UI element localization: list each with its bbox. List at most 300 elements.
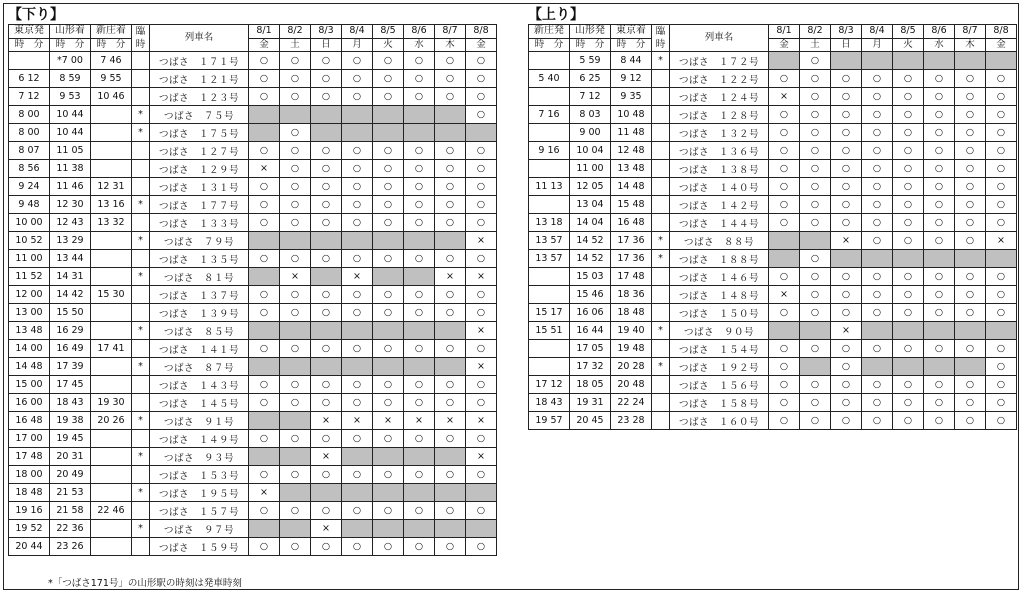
time-down-c2: 11 38 (50, 160, 91, 178)
not-running-cell (862, 52, 893, 70)
train-name: つばさ １５４号 (670, 340, 769, 358)
circle-icon: ○ (862, 412, 893, 430)
up-header-date: 8/6 (924, 25, 955, 39)
cross-icon: × (831, 322, 862, 340)
cross-icon: × (342, 268, 373, 286)
circle-icon: ○ (466, 88, 497, 106)
rinji-mark: * (132, 268, 150, 286)
circle-icon: ○ (435, 160, 466, 178)
circle-icon: ○ (280, 286, 311, 304)
time-down-c3 (91, 484, 132, 502)
not-running-cell (924, 250, 955, 268)
down-header-c2: 山形着 (50, 25, 91, 39)
circle-icon: ○ (831, 304, 862, 322)
circle-icon: ○ (404, 52, 435, 70)
circle-icon: ○ (280, 214, 311, 232)
circle-icon: ○ (435, 430, 466, 448)
circle-icon: ○ (924, 340, 955, 358)
circle-icon: ○ (986, 394, 1017, 412)
circle-icon: ○ (862, 376, 893, 394)
down-header-c3: 新庄着 (91, 25, 132, 39)
table-row (9, 358, 497, 376)
not-running-cell (280, 322, 311, 340)
table-row (9, 250, 497, 268)
circle-icon: ○ (435, 340, 466, 358)
time-down-c1: 6 12 (9, 70, 50, 88)
circle-icon: ○ (435, 394, 466, 412)
rinji-mark (132, 160, 150, 178)
table-row (9, 340, 497, 358)
time-up-c2: 15 03 (570, 268, 611, 286)
time-down-c3 (91, 160, 132, 178)
not-running-cell (342, 124, 373, 142)
down-header-day: 月 (342, 38, 373, 52)
cross-icon: × (435, 412, 466, 430)
time-up-c2: 17 32 (570, 358, 611, 376)
not-running-cell (249, 448, 280, 466)
up-header-c3: 東京着 (611, 25, 652, 39)
rinji-mark (652, 142, 670, 160)
time-down-c1: 10 52 (9, 232, 50, 250)
circle-icon: ○ (249, 502, 280, 520)
table-row (529, 142, 1017, 160)
circle-icon: ○ (986, 304, 1017, 322)
time-down-c3: 15 30 (91, 286, 132, 304)
time-down-c1: 7 12 (9, 88, 50, 106)
circle-icon: ○ (924, 142, 955, 160)
time-up-c3: 17 36 (611, 250, 652, 268)
circle-icon: ○ (342, 160, 373, 178)
not-running-cell (311, 484, 342, 502)
up-header-day: 土 (800, 38, 831, 52)
not-running-cell (249, 268, 280, 286)
not-running-cell (924, 322, 955, 340)
circle-icon: ○ (800, 160, 831, 178)
down-header-day: 土 (280, 38, 311, 52)
circle-icon: ○ (862, 340, 893, 358)
rinji-mark (652, 214, 670, 232)
time-down-c3 (91, 520, 132, 538)
cross-icon: × (280, 268, 311, 286)
cross-icon: × (769, 286, 800, 304)
time-down-c2: 12 30 (50, 196, 91, 214)
table-row (529, 322, 1017, 340)
rinji-mark (132, 538, 150, 556)
not-running-cell (342, 484, 373, 502)
circle-icon: ○ (466, 466, 497, 484)
cross-icon: × (466, 358, 497, 376)
circle-icon: ○ (893, 160, 924, 178)
up-header-date: 8/5 (893, 25, 924, 39)
circle-icon: ○ (280, 142, 311, 160)
time-down-c2: 17 39 (50, 358, 91, 376)
circle-icon: ○ (955, 160, 986, 178)
circle-icon: ○ (249, 142, 280, 160)
time-down-c1: 11 52 (9, 268, 50, 286)
time-down-c3: 19 30 (91, 394, 132, 412)
time-down-c2: 13 44 (50, 250, 91, 268)
rinji-mark (132, 394, 150, 412)
circle-icon: ○ (986, 358, 1017, 376)
train-name: つばさ １４６号 (670, 268, 769, 286)
cross-icon: × (466, 268, 497, 286)
table-row (9, 394, 497, 412)
circle-icon: ○ (311, 88, 342, 106)
time-down-c1: 8 00 (9, 106, 50, 124)
circle-icon: ○ (924, 268, 955, 286)
circle-icon: ○ (924, 70, 955, 88)
not-running-cell (311, 124, 342, 142)
circle-icon: ○ (342, 286, 373, 304)
down-header-day: 金 (466, 38, 497, 52)
circle-icon: ○ (249, 52, 280, 70)
circle-icon: ○ (800, 70, 831, 88)
circle-icon: ○ (280, 52, 311, 70)
train-name: つばさ １４５号 (150, 394, 249, 412)
time-up-c1: 9 16 (529, 142, 570, 160)
circle-icon: ○ (986, 106, 1017, 124)
table-row (529, 250, 1017, 268)
not-running-cell (249, 322, 280, 340)
time-up-c2: 5 59 (570, 52, 611, 70)
time-down-c1: 11 00 (9, 250, 50, 268)
time-up-c1: 11 13 (529, 178, 570, 196)
circle-icon: ○ (893, 124, 924, 142)
circle-icon: ○ (280, 88, 311, 106)
train-name: つばさ ８５号 (150, 322, 249, 340)
down-timetable (8, 24, 497, 556)
circle-icon: ○ (311, 214, 342, 232)
circle-icon: ○ (373, 340, 404, 358)
time-down-c2: 8 59 (50, 70, 91, 88)
train-name: つばさ ７９号 (150, 232, 249, 250)
cross-icon: × (435, 268, 466, 286)
circle-icon: ○ (435, 70, 466, 88)
circle-icon: ○ (800, 52, 831, 70)
time-down-c2: 22 36 (50, 520, 91, 538)
circle-icon: ○ (466, 304, 497, 322)
time-up-c3: 20 48 (611, 376, 652, 394)
not-running-cell (800, 232, 831, 250)
train-name: つばさ １３１号 (150, 178, 249, 196)
circle-icon: ○ (769, 196, 800, 214)
rinji-mark (132, 304, 150, 322)
circle-icon: ○ (831, 142, 862, 160)
circle-icon: ○ (955, 304, 986, 322)
circle-icon: ○ (769, 358, 800, 376)
train-name: つばさ １７５号 (150, 124, 249, 142)
circle-icon: ○ (924, 376, 955, 394)
circle-icon: ○ (924, 124, 955, 142)
circle-icon: ○ (862, 124, 893, 142)
circle-icon: ○ (373, 538, 404, 556)
circle-icon: ○ (955, 286, 986, 304)
circle-icon: ○ (986, 214, 1017, 232)
circle-icon: ○ (280, 466, 311, 484)
time-up-c3: 15 48 (611, 196, 652, 214)
train-name: つばさ １３６号 (670, 142, 769, 160)
circle-icon: ○ (986, 268, 1017, 286)
circle-icon: ○ (466, 538, 497, 556)
circle-icon: ○ (986, 88, 1017, 106)
train-name: つばさ １５８号 (670, 394, 769, 412)
circle-icon: ○ (893, 340, 924, 358)
circle-icon: ○ (800, 88, 831, 106)
up-header-day: 日 (831, 38, 862, 52)
not-running-cell (955, 52, 986, 70)
train-name: つばさ １３３号 (150, 214, 249, 232)
circle-icon: ○ (466, 70, 497, 88)
cross-icon: × (466, 448, 497, 466)
circle-icon: ○ (893, 70, 924, 88)
down-header-rinji: 臨 時 (132, 25, 150, 52)
circle-icon: ○ (769, 70, 800, 88)
rinji-mark: * (132, 106, 150, 124)
circle-icon: ○ (342, 394, 373, 412)
not-running-cell (249, 232, 280, 250)
time-down-c1: 12 00 (9, 286, 50, 304)
circle-icon: ○ (249, 304, 280, 322)
rinji-mark (652, 286, 670, 304)
time-down-c3 (91, 304, 132, 322)
train-name: つばさ １２３号 (150, 88, 249, 106)
time-down-c3 (91, 232, 132, 250)
circle-icon: ○ (893, 286, 924, 304)
circle-icon: ○ (435, 250, 466, 268)
cross-icon: × (466, 232, 497, 250)
time-down-c2: 12 43 (50, 214, 91, 232)
table-row (9, 52, 497, 70)
time-up-c2: 7 12 (570, 88, 611, 106)
time-down-c3: 7 46 (91, 52, 132, 70)
cross-icon: × (986, 232, 1017, 250)
circle-icon: ○ (769, 376, 800, 394)
train-name: つばさ １５０号 (670, 304, 769, 322)
time-up-c2: 14 52 (570, 250, 611, 268)
rinji-mark (132, 214, 150, 232)
time-down-c3 (91, 124, 132, 142)
time-down-c3 (91, 268, 132, 286)
circle-icon: ○ (311, 52, 342, 70)
cross-icon: × (342, 412, 373, 430)
circle-icon: ○ (404, 394, 435, 412)
circle-icon: ○ (466, 502, 497, 520)
circle-icon: ○ (435, 178, 466, 196)
circle-icon: ○ (404, 70, 435, 88)
train-name: つばさ １４１号 (150, 340, 249, 358)
circle-icon: ○ (280, 304, 311, 322)
table-row (9, 412, 497, 430)
circle-icon: ○ (373, 304, 404, 322)
table-row (9, 70, 497, 88)
train-name: つばさ ７５号 (150, 106, 249, 124)
table-row (529, 160, 1017, 178)
time-up-c1: 15 51 (529, 322, 570, 340)
not-running-cell (249, 412, 280, 430)
train-name: つばさ １２９号 (150, 160, 249, 178)
time-down-c3 (91, 448, 132, 466)
circle-icon: ○ (249, 376, 280, 394)
circle-icon: ○ (893, 142, 924, 160)
not-running-cell (435, 322, 466, 340)
circle-icon: ○ (280, 196, 311, 214)
time-up-c2: 15 46 (570, 286, 611, 304)
circle-icon: ○ (466, 340, 497, 358)
down-header-day: 水 (404, 38, 435, 52)
time-up-c2: 6 25 (570, 70, 611, 88)
circle-icon: ○ (342, 502, 373, 520)
circle-icon: ○ (893, 412, 924, 430)
circle-icon: ○ (986, 340, 1017, 358)
not-running-cell (280, 448, 311, 466)
train-name: つばさ １３８号 (670, 160, 769, 178)
circle-icon: ○ (342, 340, 373, 358)
time-down-c2: 14 31 (50, 268, 91, 286)
not-running-cell (280, 520, 311, 538)
circle-icon: ○ (249, 250, 280, 268)
up-header-c1: 新庄発 (529, 25, 570, 39)
time-down-c3: 13 16 (91, 196, 132, 214)
circle-icon: ○ (280, 502, 311, 520)
circle-icon: ○ (280, 340, 311, 358)
table-row (9, 304, 497, 322)
train-name: つばさ １２７号 (150, 142, 249, 160)
circle-icon: ○ (800, 214, 831, 232)
time-up-c3: 10 48 (611, 106, 652, 124)
up-header-date: 8/8 (986, 25, 1017, 39)
time-down-c2: 9 53 (50, 88, 91, 106)
time-up-c3: 19 48 (611, 340, 652, 358)
circle-icon: ○ (249, 466, 280, 484)
time-down-c3 (91, 322, 132, 340)
time-down-c1: 16 48 (9, 412, 50, 430)
time-up-c2: 18 05 (570, 376, 611, 394)
circle-icon: ○ (311, 160, 342, 178)
rinji-mark (132, 376, 150, 394)
circle-icon: ○ (311, 394, 342, 412)
time-up-c2: 14 04 (570, 214, 611, 232)
rinji-mark: * (132, 358, 150, 376)
time-up-c1: 15 17 (529, 304, 570, 322)
circle-icon: ○ (924, 412, 955, 430)
circle-icon: ○ (955, 214, 986, 232)
circle-icon: ○ (404, 376, 435, 394)
table-row (529, 88, 1017, 106)
circle-icon: ○ (311, 538, 342, 556)
not-running-cell (893, 52, 924, 70)
circle-icon: ○ (955, 376, 986, 394)
time-up-c3: 14 48 (611, 178, 652, 196)
circle-icon: ○ (831, 178, 862, 196)
rinji-mark (132, 502, 150, 520)
rinji-mark (132, 340, 150, 358)
circle-icon: ○ (800, 124, 831, 142)
not-running-cell (435, 484, 466, 502)
time-down-c3: 10 46 (91, 88, 132, 106)
up-header-rinji: 臨 時 (652, 25, 670, 52)
rinji-mark (652, 268, 670, 286)
up-header-date: 8/1 (769, 25, 800, 39)
not-running-cell (249, 106, 280, 124)
time-down-c2: 17 45 (50, 376, 91, 394)
time-up-c2: 17 05 (570, 340, 611, 358)
circle-icon: ○ (466, 106, 497, 124)
rinji-mark (652, 412, 670, 430)
not-running-cell (862, 322, 893, 340)
down-header-date: 8/3 (311, 25, 342, 39)
circle-icon: ○ (404, 466, 435, 484)
up-header-day: 金 (986, 38, 1017, 52)
circle-icon: ○ (955, 340, 986, 358)
time-up-c3: 18 36 (611, 286, 652, 304)
time-up-c3: 9 35 (611, 88, 652, 106)
train-name: つばさ ９３号 (150, 448, 249, 466)
time-up-c2: 12 05 (570, 178, 611, 196)
circle-icon: ○ (800, 304, 831, 322)
down-header-c1-unit: 時 分 (9, 38, 50, 52)
time-down-c1: 13 48 (9, 322, 50, 340)
train-name: つばさ １２８号 (670, 106, 769, 124)
time-down-c2: 11 05 (50, 142, 91, 160)
time-down-c3: 17 41 (91, 340, 132, 358)
circle-icon: ○ (404, 214, 435, 232)
circle-icon: ○ (831, 358, 862, 376)
train-name: つばさ １４９号 (150, 430, 249, 448)
circle-icon: ○ (986, 376, 1017, 394)
circle-icon: ○ (831, 214, 862, 232)
time-down-c1: 16 00 (9, 394, 50, 412)
down-header-date: 8/7 (435, 25, 466, 39)
cross-icon: × (404, 412, 435, 430)
time-up-c2: 8 03 (570, 106, 611, 124)
table-row (9, 232, 497, 250)
circle-icon: ○ (924, 232, 955, 250)
circle-icon: ○ (769, 142, 800, 160)
not-running-cell (373, 520, 404, 538)
rinji-mark (652, 88, 670, 106)
circle-icon: ○ (373, 466, 404, 484)
time-down-c1: 8 07 (9, 142, 50, 160)
table-row (9, 178, 497, 196)
circle-icon: ○ (831, 394, 862, 412)
circle-icon: ○ (800, 142, 831, 160)
circle-icon: ○ (800, 106, 831, 124)
circle-icon: ○ (466, 214, 497, 232)
circle-icon: ○ (769, 214, 800, 232)
table-row (9, 142, 497, 160)
not-running-cell (466, 520, 497, 538)
circle-icon: ○ (893, 106, 924, 124)
time-up-c1 (529, 268, 570, 286)
time-up-c2: 16 44 (570, 322, 611, 340)
circle-icon: ○ (249, 286, 280, 304)
not-running-cell (862, 250, 893, 268)
circle-icon: ○ (769, 412, 800, 430)
rinji-mark (132, 52, 150, 70)
rinji-mark (132, 142, 150, 160)
circle-icon: ○ (466, 394, 497, 412)
time-up-c2: 13 04 (570, 196, 611, 214)
time-up-c3: 8 44 (611, 52, 652, 70)
not-running-cell (955, 358, 986, 376)
circle-icon: ○ (342, 466, 373, 484)
train-name: つばさ １２４号 (670, 88, 769, 106)
circle-icon: ○ (466, 142, 497, 160)
not-running-cell (404, 484, 435, 502)
circle-icon: ○ (373, 178, 404, 196)
not-running-cell (373, 358, 404, 376)
not-running-cell (404, 124, 435, 142)
